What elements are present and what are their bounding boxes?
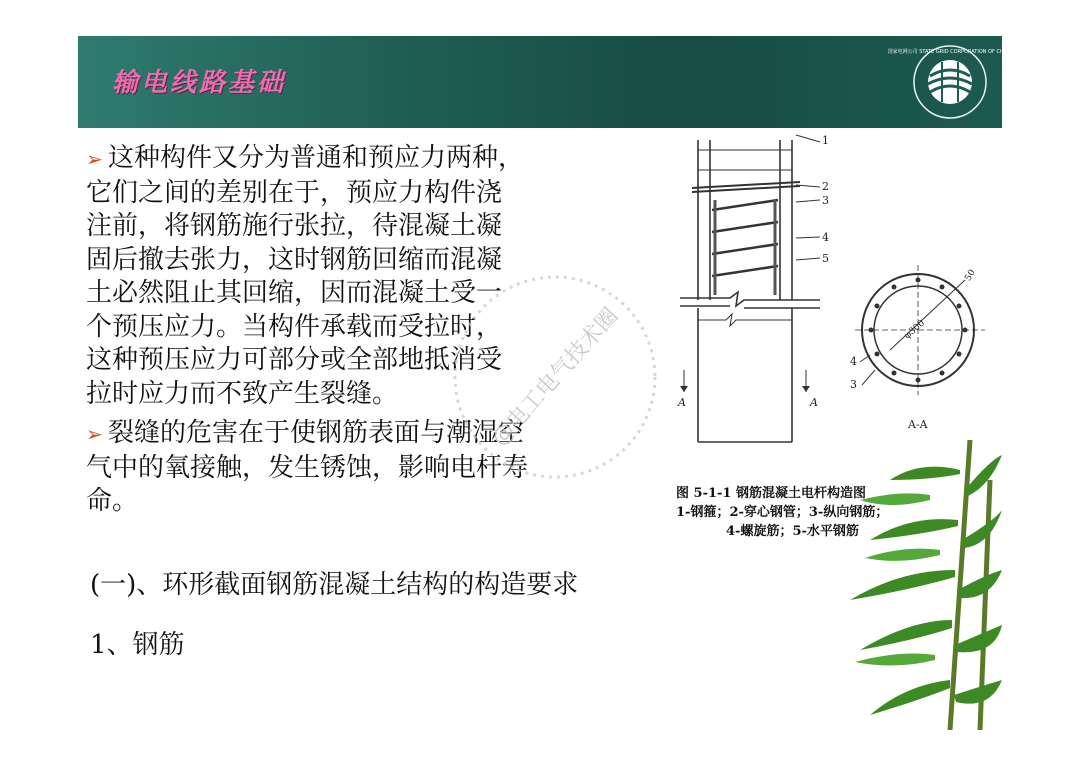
pole-structure-diagram xyxy=(670,130,1005,475)
bullet-2-line-3: 命。 xyxy=(86,486,139,516)
bamboo-decoration xyxy=(830,440,1002,730)
figure-label-5: 5 xyxy=(822,252,829,265)
bullet-arrow-icon: ➢ xyxy=(86,147,103,171)
caption-line-3: 4-螺旋筋；5-水平钢筋 xyxy=(726,524,859,539)
caption-line-2: 1-钢箍；2-穿心钢管；3-纵向钢筋； xyxy=(676,505,889,520)
figure-label-3: 3 xyxy=(822,194,829,207)
figure-label-section-aa: A-A xyxy=(908,418,928,431)
figure-label-50: 50 xyxy=(963,268,978,283)
state-grid-logo xyxy=(887,44,1013,120)
bullet-1-line-2: 它们之间的差别在于，预应力构件浇 xyxy=(86,177,503,208)
figure-label-a-left: A xyxy=(678,396,686,409)
figure-label-1: 1 xyxy=(822,134,829,147)
bullet-1-line-5: 土必然阻止其回缩，因而混凝土受一 xyxy=(86,278,503,308)
figure-label-a-right: A xyxy=(810,396,818,409)
caption-line-1: 图 5-1-1 钢筋混凝土电杆构造图 xyxy=(676,486,866,501)
figure-label-4: 4 xyxy=(822,231,829,244)
bullet-1-line-6: 个预压应力。当构件承载而受拉时， xyxy=(86,311,503,342)
subheading: 1、钢筋 xyxy=(90,630,185,660)
bullet-1-line-8: 拉时应力而不致产生裂缝。 xyxy=(86,378,399,409)
logo-text: 国家电网公司 STATE GRID CORPORATION OF CHINA xyxy=(887,49,1013,55)
bullet-1-line-7: 这种预压应力可部分或全部地抵消受 xyxy=(86,345,503,375)
page-title: 输电线路基础 xyxy=(112,68,287,98)
figure-label-4-section: 4 xyxy=(850,355,857,368)
bullet-2-line-2: 气中的氧接触，发生锈蚀，影响电杆寿 xyxy=(86,452,529,483)
figure-label-2: 2 xyxy=(822,180,829,193)
bullet-1-line-4: 固后撤去张力，这时钢筋回缩而混凝 xyxy=(86,244,503,275)
watermark-stamp xyxy=(440,262,670,492)
bullet-2-line-1: 裂缝的危害在于使钢筋表面与潮湿空 xyxy=(108,418,525,448)
bullet-1-line-1: 这种构件又分为普通和预应力两种， xyxy=(108,143,525,173)
watermark-text: @电工电气技术圈 xyxy=(487,303,624,452)
figure-label-3-section: 3 xyxy=(850,378,857,391)
figure-label-diameter: φ300 xyxy=(902,318,928,342)
bullet-1-line-3: 注前，将钢筋施行张拉，待混凝土凝 xyxy=(86,211,503,241)
bullet-arrow-icon: ➢ xyxy=(86,422,103,446)
section-heading: (一)、环形截面钢筋混凝土结构的构造要求 xyxy=(90,570,579,600)
